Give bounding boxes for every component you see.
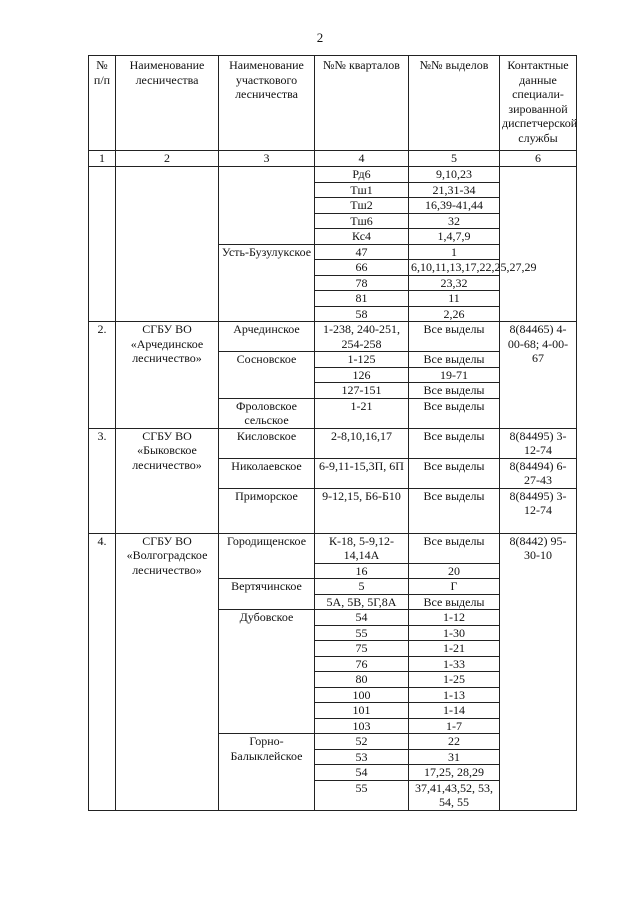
contact-cell: 8(84495) 3-12-74: [500, 428, 577, 458]
allotments-cell: Все выделы: [409, 594, 500, 610]
quarters-cell: 80: [315, 672, 409, 688]
quarters-cell: 1-125: [315, 352, 409, 368]
allotments-cell: 32: [409, 213, 500, 229]
allotments-cell: 17,25, 28,29: [409, 765, 500, 781]
allotments-cell: Все выделы: [409, 458, 500, 488]
quarters-cell: К-18, 5-9,12-14,14А: [315, 533, 409, 563]
header-num: № п/п: [89, 56, 116, 151]
quarters-cell: 103: [315, 718, 409, 734]
allotments-cell: 1-33: [409, 656, 500, 672]
allotments-cell: 16,39-41,44: [409, 198, 500, 214]
page-number: 2: [316, 30, 324, 45]
table-row: [89, 322, 577, 352]
quarters-cell: 58: [315, 306, 409, 322]
quarters-cell: 52: [315, 734, 409, 750]
allotments-cell: Г: [409, 579, 500, 595]
allotments-cell: Все выделы: [409, 383, 500, 399]
allotments-cell: 20: [409, 563, 500, 579]
table-row: [89, 533, 577, 563]
allotments-cell: 1-13: [409, 687, 500, 703]
contact-cell: [500, 167, 577, 322]
forestry-table: [88, 55, 577, 811]
allotments-cell: 21,31-34: [409, 182, 500, 198]
quarters-cell: 101: [315, 703, 409, 719]
row-number: 3.: [89, 428, 116, 533]
allotments-cell: Все выделы: [409, 322, 500, 352]
quarters-cell: 127-151: [315, 383, 409, 399]
header-quarters: №№ кварталов: [315, 56, 409, 151]
quarters-cell: 16: [315, 563, 409, 579]
column-numbers-row: [89, 151, 577, 167]
allotments-cell: 9,10,23: [409, 167, 500, 183]
quarters-cell: 5А, 5В, 5Г,8А: [315, 594, 409, 610]
table-row: [89, 167, 577, 183]
forestry-name: СГБУ ВО «Волгоградское лесничество»: [116, 533, 219, 810]
allotments-cell: Все выделы: [409, 533, 500, 563]
allotments-cell: 1,4,7,9: [409, 229, 500, 245]
column-number: 4: [315, 151, 409, 167]
quarters-cell: 55: [315, 780, 409, 810]
contact-cell: 8(8442) 95-30-10: [500, 533, 577, 810]
contact-cell: 8(84495) 3-12-74: [500, 488, 577, 533]
quarters-cell: 55: [315, 625, 409, 641]
allotments-cell: Все выделы: [409, 428, 500, 458]
column-number: 5: [409, 151, 500, 167]
district-name: Николаевское: [219, 458, 315, 488]
quarters-cell: 9-12,15, Б6-Б10: [315, 488, 409, 533]
column-number: 6: [500, 151, 577, 167]
contact-cell: 8(84494) 6-27-43: [500, 458, 577, 488]
quarters-cell: 6-9,11-15,3П, 6П: [315, 458, 409, 488]
quarters-cell: 53: [315, 749, 409, 765]
allotments-cell: Все выделы: [409, 488, 500, 533]
quarters-cell: 100: [315, 687, 409, 703]
district-name: Горно-Балыклейское: [219, 734, 315, 811]
row-number: 4.: [89, 533, 116, 810]
allotments-cell: 31: [409, 749, 500, 765]
quarters-cell: 81: [315, 291, 409, 307]
contact-cell: 8(84465) 4-00-68; 4-00-67: [500, 322, 577, 429]
allotments-cell: 37,41,43,52, 53, 54, 55: [409, 780, 500, 810]
row-number: 2.: [89, 322, 116, 429]
quarters-cell: Тш6: [315, 213, 409, 229]
allotments-cell: 1-21: [409, 641, 500, 657]
quarters-cell: Тш2: [315, 198, 409, 214]
district-name: Усть-Бузулукское: [219, 244, 315, 322]
header-contacts: Контактные данные специали-зированной диспетчерской службы: [500, 56, 577, 151]
quarters-cell: 54: [315, 765, 409, 781]
column-number: 2: [116, 151, 219, 167]
forestry-name: [116, 167, 219, 322]
district-name: Городищенское: [219, 533, 315, 579]
quarters-cell: 75: [315, 641, 409, 657]
quarters-cell: Рд6: [315, 167, 409, 183]
forestry-name: СГБУ ВО «Быковское лесничество»: [116, 428, 219, 533]
allotments-cell: 22: [409, 734, 500, 750]
quarters-cell: 66: [315, 260, 409, 276]
column-number: 3: [219, 151, 315, 167]
district-name: Вертячинское: [219, 579, 315, 610]
quarters-cell: Кс4: [315, 229, 409, 245]
forestry-name: СГБУ ВО «Арчединское лесничество»: [116, 322, 219, 429]
quarters-cell: Тш1: [315, 182, 409, 198]
header-allotments: №№ выделов: [409, 56, 500, 151]
allotments-cell: 1-30: [409, 625, 500, 641]
column-number: 1: [89, 151, 116, 167]
allotments-cell: 1-25: [409, 672, 500, 688]
header-district: Наименование участкового лесничества: [219, 56, 315, 151]
quarters-cell: 78: [315, 275, 409, 291]
allotments-cell: 1-14: [409, 703, 500, 719]
allotments-cell: Все выделы: [409, 352, 500, 368]
table-row: [89, 428, 577, 458]
row-number: [89, 167, 116, 322]
quarters-cell: 76: [315, 656, 409, 672]
allotments-cell: 1-7: [409, 718, 500, 734]
district-name: Фроловское сельское: [219, 398, 315, 428]
header-forestry: Наименование лесничества: [116, 56, 219, 151]
allotments-cell: Все выделы: [409, 398, 500, 428]
quarters-cell: 126: [315, 367, 409, 383]
quarters-cell: 47: [315, 244, 409, 260]
quarters-cell: 54: [315, 610, 409, 626]
header-row: [89, 56, 577, 151]
allotments-cell: 6,10,11,13,17,22,25,27,29: [409, 260, 500, 276]
district-name: Сосновское: [219, 352, 315, 399]
district-name: Приморское: [219, 488, 315, 533]
allotments-cell: 2,26: [409, 306, 500, 322]
allotments-cell: 19-71: [409, 367, 500, 383]
district-name: Дубовское: [219, 610, 315, 734]
allotments-cell: 11: [409, 291, 500, 307]
quarters-cell: 5: [315, 579, 409, 595]
allotments-cell: 1: [409, 244, 500, 260]
district-name: [219, 167, 315, 245]
district-name: Кисловское: [219, 428, 315, 458]
district-name: Арчединское: [219, 322, 315, 352]
quarters-cell: 2-8,10,16,17: [315, 428, 409, 458]
allotments-cell: 23,32: [409, 275, 500, 291]
quarters-cell: 1-238, 240-251, 254-258: [315, 322, 409, 352]
quarters-cell: 1-21: [315, 398, 409, 428]
allotments-cell: 1-12: [409, 610, 500, 626]
